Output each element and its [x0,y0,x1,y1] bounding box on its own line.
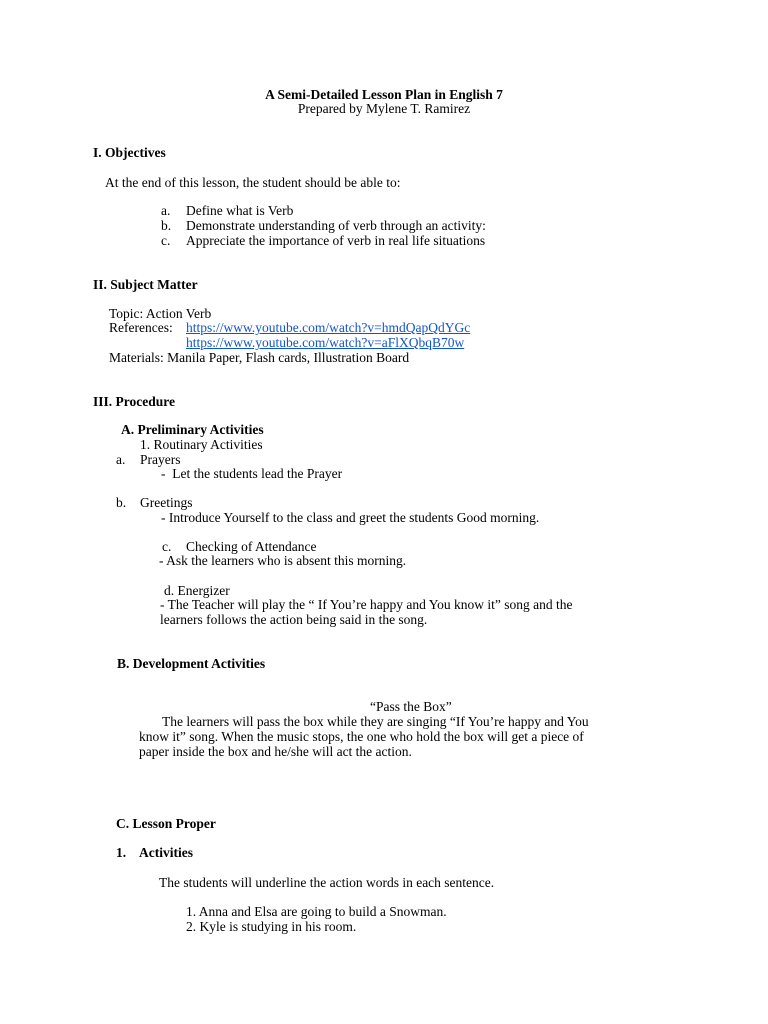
energizer-detail: - The Teacher will play the “ If You’re happy and You know it” song and the [160,597,573,612]
document-title: A Semi-Detailed Lesson Plan in English 7 [265,87,503,102]
prayers-label: Prayers [140,452,181,467]
procedure-heading: III. Procedure [93,394,175,409]
objective-item: Appreciate the importance of verb in real life situations [186,233,486,248]
lesson-proper-heading: C. Lesson Proper [116,816,216,831]
prepared-by: Prepared by Mylene T. Ramirez [297,101,471,116]
greetings-detail: - Introduce Yourself to the class and greet the students Good morning. [161,510,540,525]
topic: Topic: Action Verb [109,306,212,321]
activities-heading: Activities [139,845,193,860]
greetings-label: Greetings [140,495,193,510]
attendance-detail: - Ask the learners who is absent this morning. [159,553,407,568]
objective-item: Define what is Verb [186,203,294,218]
objective-marker: a. [161,203,171,218]
subject-matter-heading: II. Subject Matter [93,277,198,292]
objective-item: Demonstrate understanding of verb through an activity: [186,218,486,233]
attendance-label: Checking of Attendance [186,539,317,554]
development-heading: B. Development Activities [117,656,266,671]
development-paragraph: The learners will pass the box while they are singing “If You’re happy and You [162,714,589,729]
reference-link[interactable]: https://www.youtube.com/watch?v=aFlXQbqB70w [186,335,465,350]
preliminary-heading: A. Preliminary Activities [121,422,264,437]
list-marker: 1. [116,845,127,860]
activity-instruction: The students will underline the action words in each sentence. [159,875,495,890]
list-marker: a. [116,452,126,467]
objective-marker: c. [161,233,171,248]
objectives-heading: I. Objectives [93,145,166,160]
activity-title: “Pass the Box” [370,699,452,714]
list-marker: b. [116,495,127,510]
list-marker: c. [162,539,172,554]
sentence-item: 1. Anna and Elsa are going to build a Snowman. [186,904,447,919]
reference-link[interactable]: https://www.youtube.com/watch?v=hmdQapQdYGc [186,320,471,335]
prayers-detail: - Let the students lead the Prayer [161,466,343,481]
materials: Materials: Manila Paper, Flash cards, Illustration Board [109,350,410,365]
references-label: References: [109,320,173,335]
routinary-activities: 1. Routinary Activities [140,437,263,452]
development-paragraph: know it” song. When the music stops, the one who hold the box will get a piece of [139,729,584,744]
objective-marker: b. [161,218,172,233]
sentence-item: 2. Kyle is studying in his room. [186,919,357,934]
development-paragraph: paper inside the box and he/she will act the action. [139,744,412,759]
objectives-intro: At the end of this lesson, the student should be able to: [105,175,401,190]
energizer-label: d. Energizer [164,583,230,598]
energizer-detail: learners follows the action being said in the song. [160,612,428,627]
